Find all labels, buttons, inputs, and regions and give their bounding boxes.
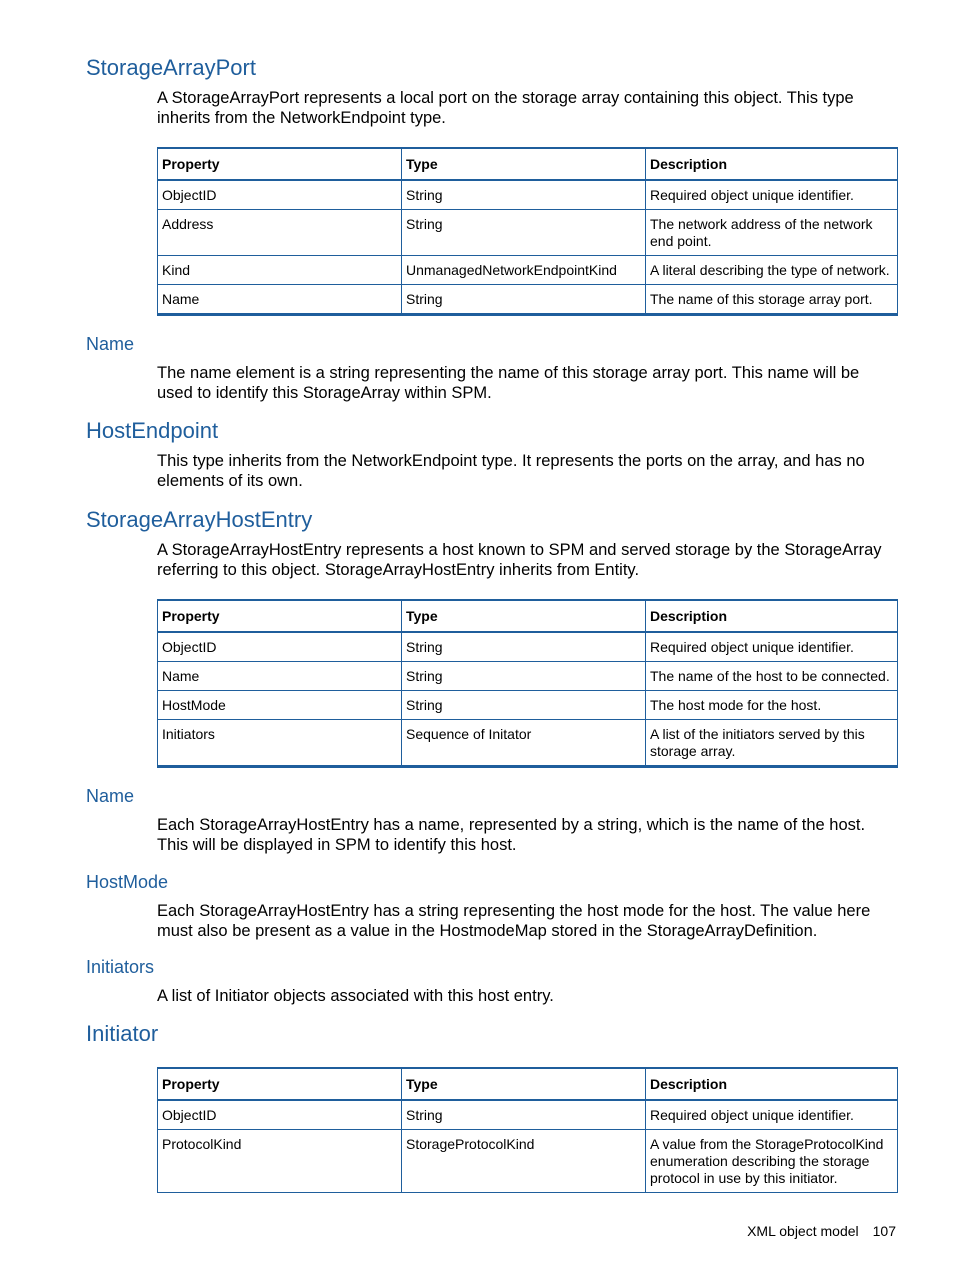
table-row (158, 691, 898, 720)
footer-section-title: XML object model (747, 1223, 859, 1239)
cell-description: Required object unique identifier. (646, 180, 898, 210)
table-row (158, 285, 898, 315)
table-header-row (158, 1068, 898, 1100)
cell-property: Initiators (158, 720, 402, 767)
storagearrayport-intro: A StorageArrayPort represents a local port on the storage array containing this object. This type inherits from the NetworkEndpoint type. (157, 89, 854, 127)
cell-description: Required object unique identifier. (646, 632, 898, 662)
cell-description: Required object unique identifier. (646, 1100, 898, 1130)
cell-description: The name of the host to be connected. (646, 662, 898, 691)
table-row (158, 1100, 898, 1130)
storagearrayhostentry-intro: A StorageArrayHostEntry represents a host known to SPM and served storage by the StorageArray referring to this object. StorageArrayHostEntry inherits from Entity. (157, 541, 882, 579)
cell-type: UnmanagedNetworkEndpointKind (402, 256, 646, 285)
cell-property: Name (158, 662, 402, 691)
cell-property: ObjectID (158, 1100, 402, 1130)
page-number: 107 (872, 1223, 896, 1239)
hostentry-initiators-text: A list of Initiator objects associated with this host entry. (157, 987, 554, 1005)
hostentry-hostmode-text: Each StorageArrayHostEntry has a string representing the host mode for the host. The value here must also be present as a value in the HostmodeMap stored in the StorageArrayDefinition. (157, 902, 871, 940)
table-header-row (158, 148, 898, 180)
table-row (158, 210, 898, 256)
storagearrayport-properties-table (157, 147, 898, 316)
table-row (158, 180, 898, 210)
cell-description: The network address of the network end point. (646, 210, 898, 256)
column-header-property: Property (158, 1068, 402, 1100)
table-row (158, 662, 898, 691)
storagearrayport-name-text: The name element is a string representing the name of this storage array port. This name will be used to identify this StorageArray within SPM. (157, 364, 860, 402)
cell-description: A literal describing the type of network. (646, 256, 898, 285)
cell-type: String (402, 180, 646, 210)
hostendpoint-text: This type inherits from the NetworkEndpoint type. It represents the ports on the array, and has no elements of its own. (157, 452, 865, 490)
cell-property: Kind (158, 256, 402, 285)
column-header-description: Description (646, 1068, 898, 1100)
cell-type: StorageProtocolKind (402, 1130, 646, 1193)
table-row (158, 632, 898, 662)
cell-property: ProtocolKind (158, 1130, 402, 1193)
cell-property: Name (158, 285, 402, 315)
subsection-heading-name: Name (86, 334, 135, 354)
column-header-description: Description (646, 600, 898, 632)
subsection-heading-initiators: Initiators (86, 957, 155, 977)
cell-type: String (402, 632, 646, 662)
column-header-description: Description (646, 148, 898, 180)
cell-property: HostMode (158, 691, 402, 720)
cell-type: String (402, 1100, 646, 1130)
column-header-property: Property (158, 600, 402, 632)
section-heading-initiator: Initiator (86, 1021, 159, 1046)
column-header-property: Property (158, 148, 402, 180)
table-row (158, 720, 898, 767)
table-row (158, 1130, 898, 1193)
cell-type: Sequence of Initator (402, 720, 646, 767)
cell-type: String (402, 210, 646, 256)
initiator-properties-table (157, 1067, 898, 1193)
cell-description: The host mode for the host. (646, 691, 898, 720)
cell-type: String (402, 285, 646, 315)
cell-property: Address (158, 210, 402, 256)
column-header-type: Type (402, 600, 646, 632)
cell-description: A list of the initiators served by this storage array. (646, 720, 898, 767)
section-heading-storagearrayhostentry: StorageArrayHostEntry (86, 507, 313, 532)
cell-type: String (402, 691, 646, 720)
hostentry-name-text: Each StorageArrayHostEntry has a name, represented by a string, which is the name of the host. This will be displayed in SPM to identify this host. (157, 816, 866, 854)
table-row (158, 256, 898, 285)
cell-type: String (402, 662, 646, 691)
cell-description: The name of this storage array port. (646, 285, 898, 315)
table-header-row (158, 600, 898, 632)
subsection-heading-name: Name (86, 786, 135, 806)
storagearrayhostentry-properties-table (157, 599, 898, 768)
cell-property: ObjectID (158, 632, 402, 662)
column-header-type: Type (402, 1068, 646, 1100)
section-heading-hostendpoint: HostEndpoint (86, 418, 219, 443)
cell-property: ObjectID (158, 180, 402, 210)
page-footer (747, 1222, 896, 1240)
cell-description: A value from the StorageProtocolKind enumeration describing the storage protocol in use by this initiator. (646, 1130, 898, 1193)
section-heading-storagearrayport: StorageArrayPort (86, 55, 256, 80)
column-header-type: Type (402, 148, 646, 180)
subsection-heading-hostmode: HostMode (86, 872, 169, 892)
